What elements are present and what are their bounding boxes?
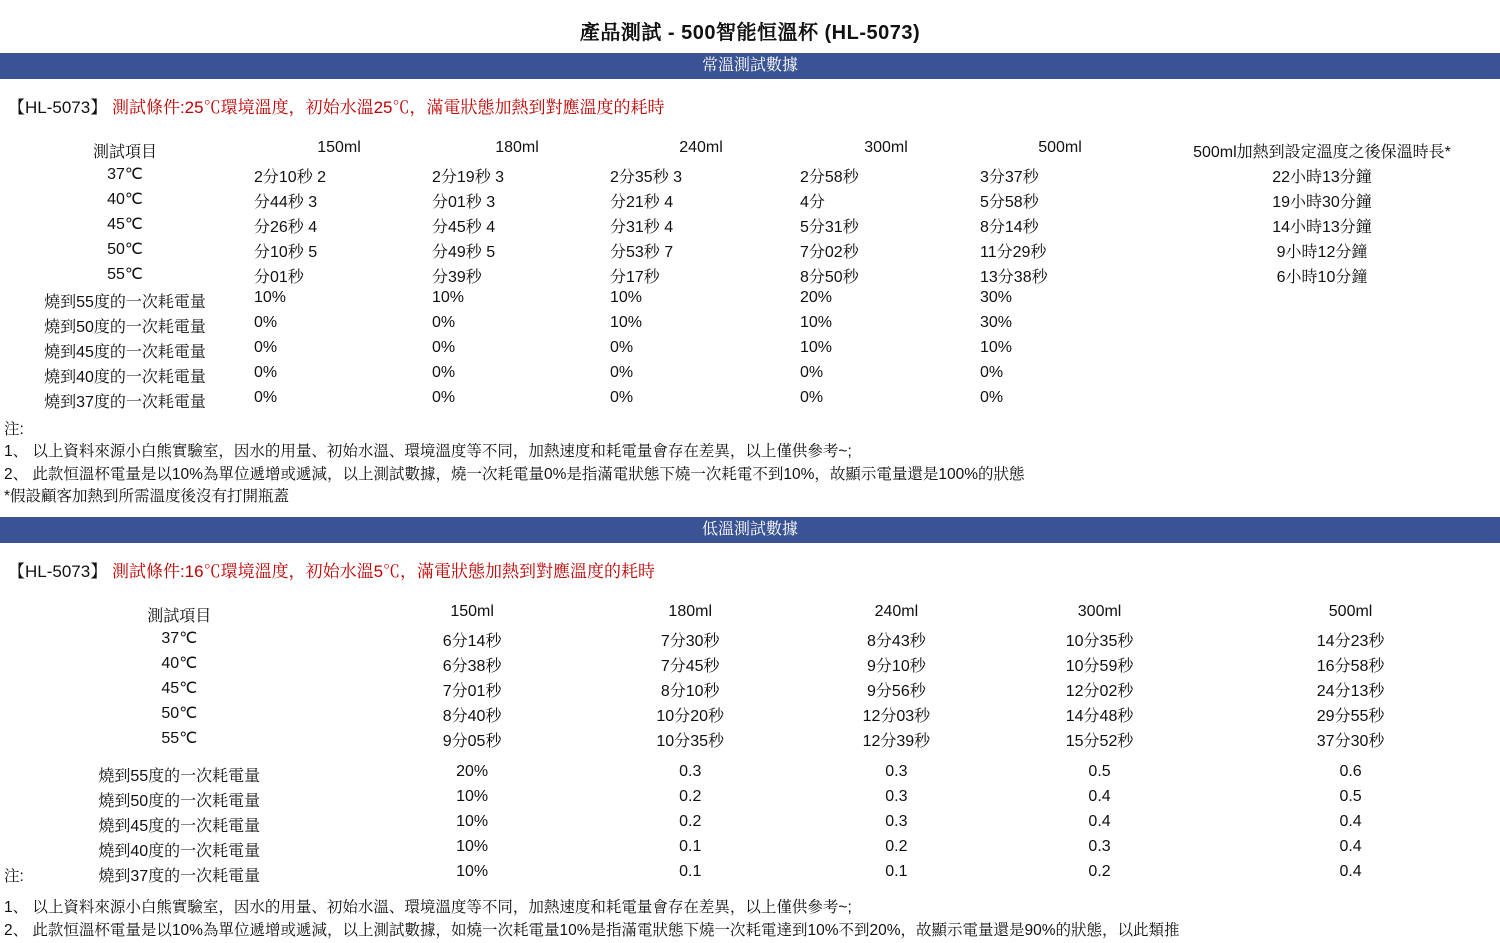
cell-low-40c-500ml: 16分58秒	[1316, 657, 1385, 675]
cell-power-37c-300ml: 0%	[800, 389, 824, 406]
cell-empty	[1144, 388, 1500, 413]
cell-power-50c-180ml: 0%	[432, 314, 456, 331]
cell-low-power-50c-180ml: 0.2	[679, 787, 702, 805]
cell-low-55c-300ml: 15分52秒	[1065, 732, 1134, 750]
cell-low-37c-300ml: 10分35秒	[1065, 632, 1134, 650]
note-label: 注:	[4, 421, 24, 438]
table-row	[0, 188, 1500, 213]
cell-40c-240ml: 分21秒 4	[610, 194, 674, 211]
row-label-power-45c: 燒到45度的一次耗電量	[44, 344, 206, 361]
note-item-low: 1、 以上資料來源小白熊實驗室，因水的用量、初始水溫、環境溫度等不同，加熱速度和耗電量會存在差異，以上僅供參考~;	[4, 899, 852, 917]
cell-low-40c-300ml: 10分59秒	[1065, 657, 1134, 675]
cell-low-power-40c-300ml: 0.3	[1088, 837, 1111, 855]
cell-power-40c-300ml: 0%	[800, 364, 824, 381]
cell-power-55c-150ml: 10%	[254, 289, 287, 306]
header-300ml: 300ml	[864, 139, 908, 156]
cell-low-45c-150ml: 7分01秒	[442, 682, 502, 700]
cell-45c-500ml: 8分14秒	[980, 219, 1039, 236]
row-label-low-power-55c: 燒到55度的一次耗電量	[98, 767, 261, 785]
cell-45c-240ml: 分31秒 4	[610, 219, 674, 236]
cell-power-45c-180ml: 0%	[432, 339, 456, 356]
table-row	[0, 652, 1500, 677]
header-500ml-low: 500ml	[1328, 602, 1373, 620]
cell-low-37c-500ml: 14分23秒	[1316, 632, 1385, 650]
header-500ml: 500ml	[1038, 139, 1082, 156]
cell-55c-500ml: 13分38秒	[980, 269, 1048, 286]
cell-low-40c-180ml: 7分45秒	[660, 657, 720, 675]
table-row	[0, 702, 1500, 727]
cell-low-power-40c-240ml: 0.2	[885, 837, 908, 855]
cell-low-power-55c-150ml: 20%	[456, 762, 489, 780]
cell-40c-500ml: 5分58秒	[980, 194, 1039, 211]
cell-55c-240ml: 分17秒	[610, 269, 660, 286]
table-row	[0, 288, 1500, 313]
cell-low-55c-150ml: 9分05秒	[442, 732, 502, 750]
cell-low-37c-150ml: 6分14秒	[442, 632, 502, 650]
table-row	[0, 313, 1500, 338]
row-label-power-37c: 燒到37度的一次耗電量	[44, 394, 206, 411]
cell-low-power-50c-300ml: 0.4	[1088, 787, 1111, 805]
table-row	[0, 238, 1500, 263]
cell-power-50c-300ml: 10%	[800, 314, 833, 331]
row-label-low-power-50c: 燒到50度的一次耗電量	[98, 792, 261, 810]
cell-low-50c-500ml: 29分55秒	[1316, 707, 1385, 725]
section-band-room-temp: 常溫測試數據	[0, 53, 1500, 79]
note-item-low: 2、 此款恒溫杯電量是以10%為單位遞增或遞減，以上測試數據，如燒一次耗電量10%是指滿電狀態下燒一次耗電達到10%不到20%，故顯示電量還是90%的狀態，以此類推	[4, 922, 1180, 940]
cell-low-55c-240ml: 12分39秒	[862, 732, 931, 750]
cell-power-45c-150ml: 0%	[254, 339, 278, 356]
table-row	[0, 787, 1500, 812]
cell-low-power-55c-500ml: 0.6	[1339, 762, 1362, 780]
cell-empty	[1144, 313, 1500, 338]
cell-hold-40c: 19小時30分鐘	[1272, 194, 1372, 211]
cell-37c-150ml: 2分10秒 2	[254, 169, 327, 186]
cell-low-power-40c-500ml: 0.4	[1339, 837, 1362, 855]
table-row	[0, 363, 1500, 388]
cell-low-45c-180ml: 8分10秒	[660, 682, 720, 700]
header-150ml-low: 150ml	[450, 602, 494, 620]
notes-room-temp	[0, 413, 1500, 509]
cell-hold-45c: 14小時13分鐘	[1272, 219, 1372, 236]
note-item: 2、 此款恒溫杯電量是以10%為單位遞增或遞減，以上測試數據，燒一次耗電量0%是指滿電狀態下燒一次耗電不到10%，故顯示電量還是100%的狀態	[4, 465, 1025, 483]
row-label-low-37c: 37℃	[161, 629, 198, 647]
condition-text-low-temp: 測試條件:16℃環境溫度，初始水溫5℃，滿電狀態加熱到對應溫度的耗時	[111, 561, 656, 581]
header-test-item: 測試項目	[92, 144, 157, 161]
cell-power-40c-240ml: 0%	[610, 364, 634, 381]
model-code-low-temp: 【HL-5073】	[8, 561, 108, 581]
table-header-row-low-temp	[0, 602, 1500, 627]
cell-low-45c-300ml: 12分02秒	[1065, 682, 1134, 700]
cell-low-45c-500ml: 24分13秒	[1316, 682, 1385, 700]
cell-power-55c-300ml: 20%	[800, 289, 833, 306]
cell-45c-300ml: 5分31秒	[800, 219, 859, 236]
header-300ml-low: 300ml	[1077, 602, 1122, 620]
row-label-power-50c: 燒到50度的一次耗電量	[44, 319, 206, 336]
cell-low-power-50c-240ml: 0.3	[885, 787, 908, 805]
row-label-low-power-45c: 燒到45度的一次耗電量	[98, 817, 261, 835]
row-label-low-power-40c: 燒到40度的一次耗電量	[98, 842, 261, 860]
cell-low-power-40c-150ml: 10%	[456, 837, 489, 855]
cell-55c-180ml: 分39秒	[432, 269, 482, 286]
cell-low-power-37c-300ml: 0.2	[1088, 862, 1111, 880]
cell-low-55c-180ml: 10分35秒	[656, 732, 725, 750]
cell-55c-150ml: 分01秒	[254, 269, 304, 286]
row-label-power-40c: 燒到40度的一次耗電量	[44, 369, 206, 386]
cell-37c-240ml: 2分35秒 3	[610, 169, 683, 186]
cell-45c-180ml: 分45秒 4	[432, 219, 496, 236]
cell-power-55c-180ml: 10%	[432, 289, 465, 306]
cell-low-power-45c-150ml: 10%	[456, 812, 489, 830]
cell-power-37c-240ml: 0%	[610, 389, 634, 406]
note-item: 1、 以上資料來源小白熊實驗室，因水的用量、初始水溫、環境溫度等不同，加熱速度和耗電量會存在差異，以上僅供參考~;	[4, 443, 852, 461]
row-label-55c: 55℃	[107, 266, 143, 283]
cell-hold-50c: 9小時12分鐘	[1276, 244, 1368, 261]
cell-empty	[1144, 338, 1500, 363]
header-180ml: 180ml	[495, 139, 539, 156]
cell-low-power-55c-180ml: 0.3	[679, 762, 702, 780]
row-label-power-55c: 燒到55度的一次耗電量	[44, 294, 206, 311]
row-label-50c: 50℃	[107, 241, 143, 258]
cell-low-power-55c-240ml: 0.3	[885, 762, 908, 780]
cell-low-50c-300ml: 14分48秒	[1065, 707, 1134, 725]
cell-power-37c-180ml: 0%	[432, 389, 456, 406]
cell-low-40c-150ml: 6分38秒	[442, 657, 502, 675]
cell-low-power-45c-300ml: 0.4	[1088, 812, 1111, 830]
cell-50c-240ml: 分53秒 7	[610, 244, 674, 261]
table-row	[0, 812, 1500, 837]
cell-low-40c-240ml: 9分10秒	[867, 657, 926, 675]
room-temp-table	[0, 138, 1500, 413]
low-temp-table	[0, 602, 1500, 887]
condition-line-low-temp	[0, 543, 1500, 588]
cell-hold-37c: 22小時13分鐘	[1272, 169, 1372, 186]
cell-empty	[1144, 363, 1500, 388]
cell-low-50c-150ml: 8分40秒	[442, 707, 502, 725]
cell-50c-300ml: 7分02秒	[800, 244, 859, 261]
cell-power-37c-150ml: 0%	[254, 389, 278, 406]
table-row	[0, 388, 1500, 413]
note-label-low: 注:	[4, 867, 24, 885]
cell-low-power-40c-180ml: 0.1	[679, 837, 702, 855]
table-row	[0, 727, 1500, 752]
cell-power-40c-180ml: 0%	[432, 364, 456, 381]
cell-low-50c-240ml: 12分03秒	[862, 707, 931, 725]
model-code-room-temp: 【HL-5073】	[8, 98, 108, 117]
spacer	[0, 752, 1500, 762]
table-row	[0, 837, 1500, 862]
cell-low-55c-500ml: 37分30秒	[1316, 732, 1385, 750]
note-footnote: *假設顧客加熱到所需溫度後沒有打開瓶蓋	[4, 488, 290, 506]
section-band-low-temp: 低溫測試數據	[0, 517, 1500, 543]
cell-50c-150ml: 分10秒 5	[254, 244, 318, 261]
cell-45c-150ml: 分26秒 4	[254, 219, 318, 236]
row-label-low-50c: 50℃	[161, 704, 198, 722]
cell-low-power-55c-300ml: 0.5	[1088, 762, 1111, 780]
cell-37c-300ml: 2分58秒	[800, 169, 859, 186]
cell-low-power-37c-180ml: 0.1	[679, 862, 702, 880]
table-row	[0, 338, 1500, 363]
row-label-low-55c: 55℃	[161, 729, 198, 747]
header-hold-time: 500ml加熱到設定溫度之後保溫時長*	[1193, 144, 1451, 161]
cell-37c-500ml: 3分37秒	[980, 169, 1039, 186]
cell-power-45c-500ml: 10%	[980, 339, 1013, 356]
cell-low-50c-180ml: 10分20秒	[656, 707, 725, 725]
cell-power-55c-500ml: 30%	[980, 289, 1013, 306]
header-test-item-low: 測試項目	[147, 607, 212, 625]
table-row	[0, 677, 1500, 702]
header-240ml: 240ml	[679, 139, 723, 156]
condition-line-room-temp	[0, 79, 1500, 124]
row-label-low-45c: 45℃	[161, 679, 198, 697]
row-label-40c: 40℃	[107, 191, 143, 208]
cell-40c-150ml: 分44秒 3	[254, 194, 318, 211]
cell-50c-180ml: 分49秒 5	[432, 244, 496, 261]
row-label-37c: 37℃	[107, 166, 143, 183]
table-header-row-room-temp	[0, 138, 1500, 163]
table-row	[0, 263, 1500, 288]
row-label-low-40c: 40℃	[161, 654, 198, 672]
header-180ml-low: 180ml	[668, 602, 712, 620]
cell-power-45c-300ml: 10%	[800, 339, 833, 356]
table-row	[0, 213, 1500, 238]
cell-55c-300ml: 8分50秒	[800, 269, 859, 286]
cell-low-power-45c-180ml: 0.2	[679, 812, 702, 830]
header-150ml: 150ml	[317, 139, 361, 156]
cell-low-power-50c-150ml: 10%	[456, 787, 489, 805]
cell-low-45c-240ml: 9分56秒	[867, 682, 926, 700]
cell-low-power-45c-500ml: 0.4	[1339, 812, 1362, 830]
cell-low-power-37c-150ml: 10%	[456, 862, 489, 880]
cell-low-power-45c-240ml: 0.3	[885, 812, 908, 830]
cell-low-power-37c-500ml: 0.4	[1339, 862, 1362, 880]
row-label-45c: 45℃	[107, 216, 143, 233]
row-label-low-power-37c: 燒到37度的一次耗電量	[98, 867, 261, 885]
cell-low-power-50c-500ml: 0.5	[1339, 787, 1362, 805]
table-row	[0, 627, 1500, 652]
cell-low-37c-180ml: 7分30秒	[660, 632, 720, 650]
cell-40c-180ml: 分01秒 3	[432, 194, 496, 211]
cell-power-55c-240ml: 10%	[610, 289, 643, 306]
cell-50c-500ml: 11分29秒	[980, 244, 1047, 261]
cell-power-40c-500ml: 0%	[980, 364, 1004, 381]
condition-text-room-temp: 測試條件:25℃環境溫度，初始水溫25℃，滿電狀態加熱到對應溫度的耗時	[111, 98, 665, 117]
cell-power-37c-500ml: 0%	[980, 389, 1004, 406]
cell-power-45c-240ml: 0%	[610, 339, 634, 356]
cell-hold-55c: 6小時10分鐘	[1276, 269, 1368, 286]
cell-power-50c-240ml: 10%	[610, 314, 643, 331]
cell-low-power-37c-240ml: 0.1	[885, 862, 908, 880]
cell-power-50c-150ml: 0%	[254, 314, 278, 331]
cell-40c-300ml: 4分	[800, 194, 825, 211]
cell-power-40c-150ml: 0%	[254, 364, 278, 381]
cell-empty	[1144, 288, 1500, 313]
table-row	[0, 163, 1500, 188]
header-240ml-low: 240ml	[874, 602, 919, 620]
page-title: 產品測試 - 500智能恒溫杯 (HL-5073)	[579, 22, 921, 44]
cell-power-50c-500ml: 30%	[980, 314, 1013, 331]
cell-37c-180ml: 2分19秒 3	[432, 169, 505, 186]
table-row	[0, 762, 1500, 787]
cell-low-37c-240ml: 8分43秒	[867, 632, 926, 650]
